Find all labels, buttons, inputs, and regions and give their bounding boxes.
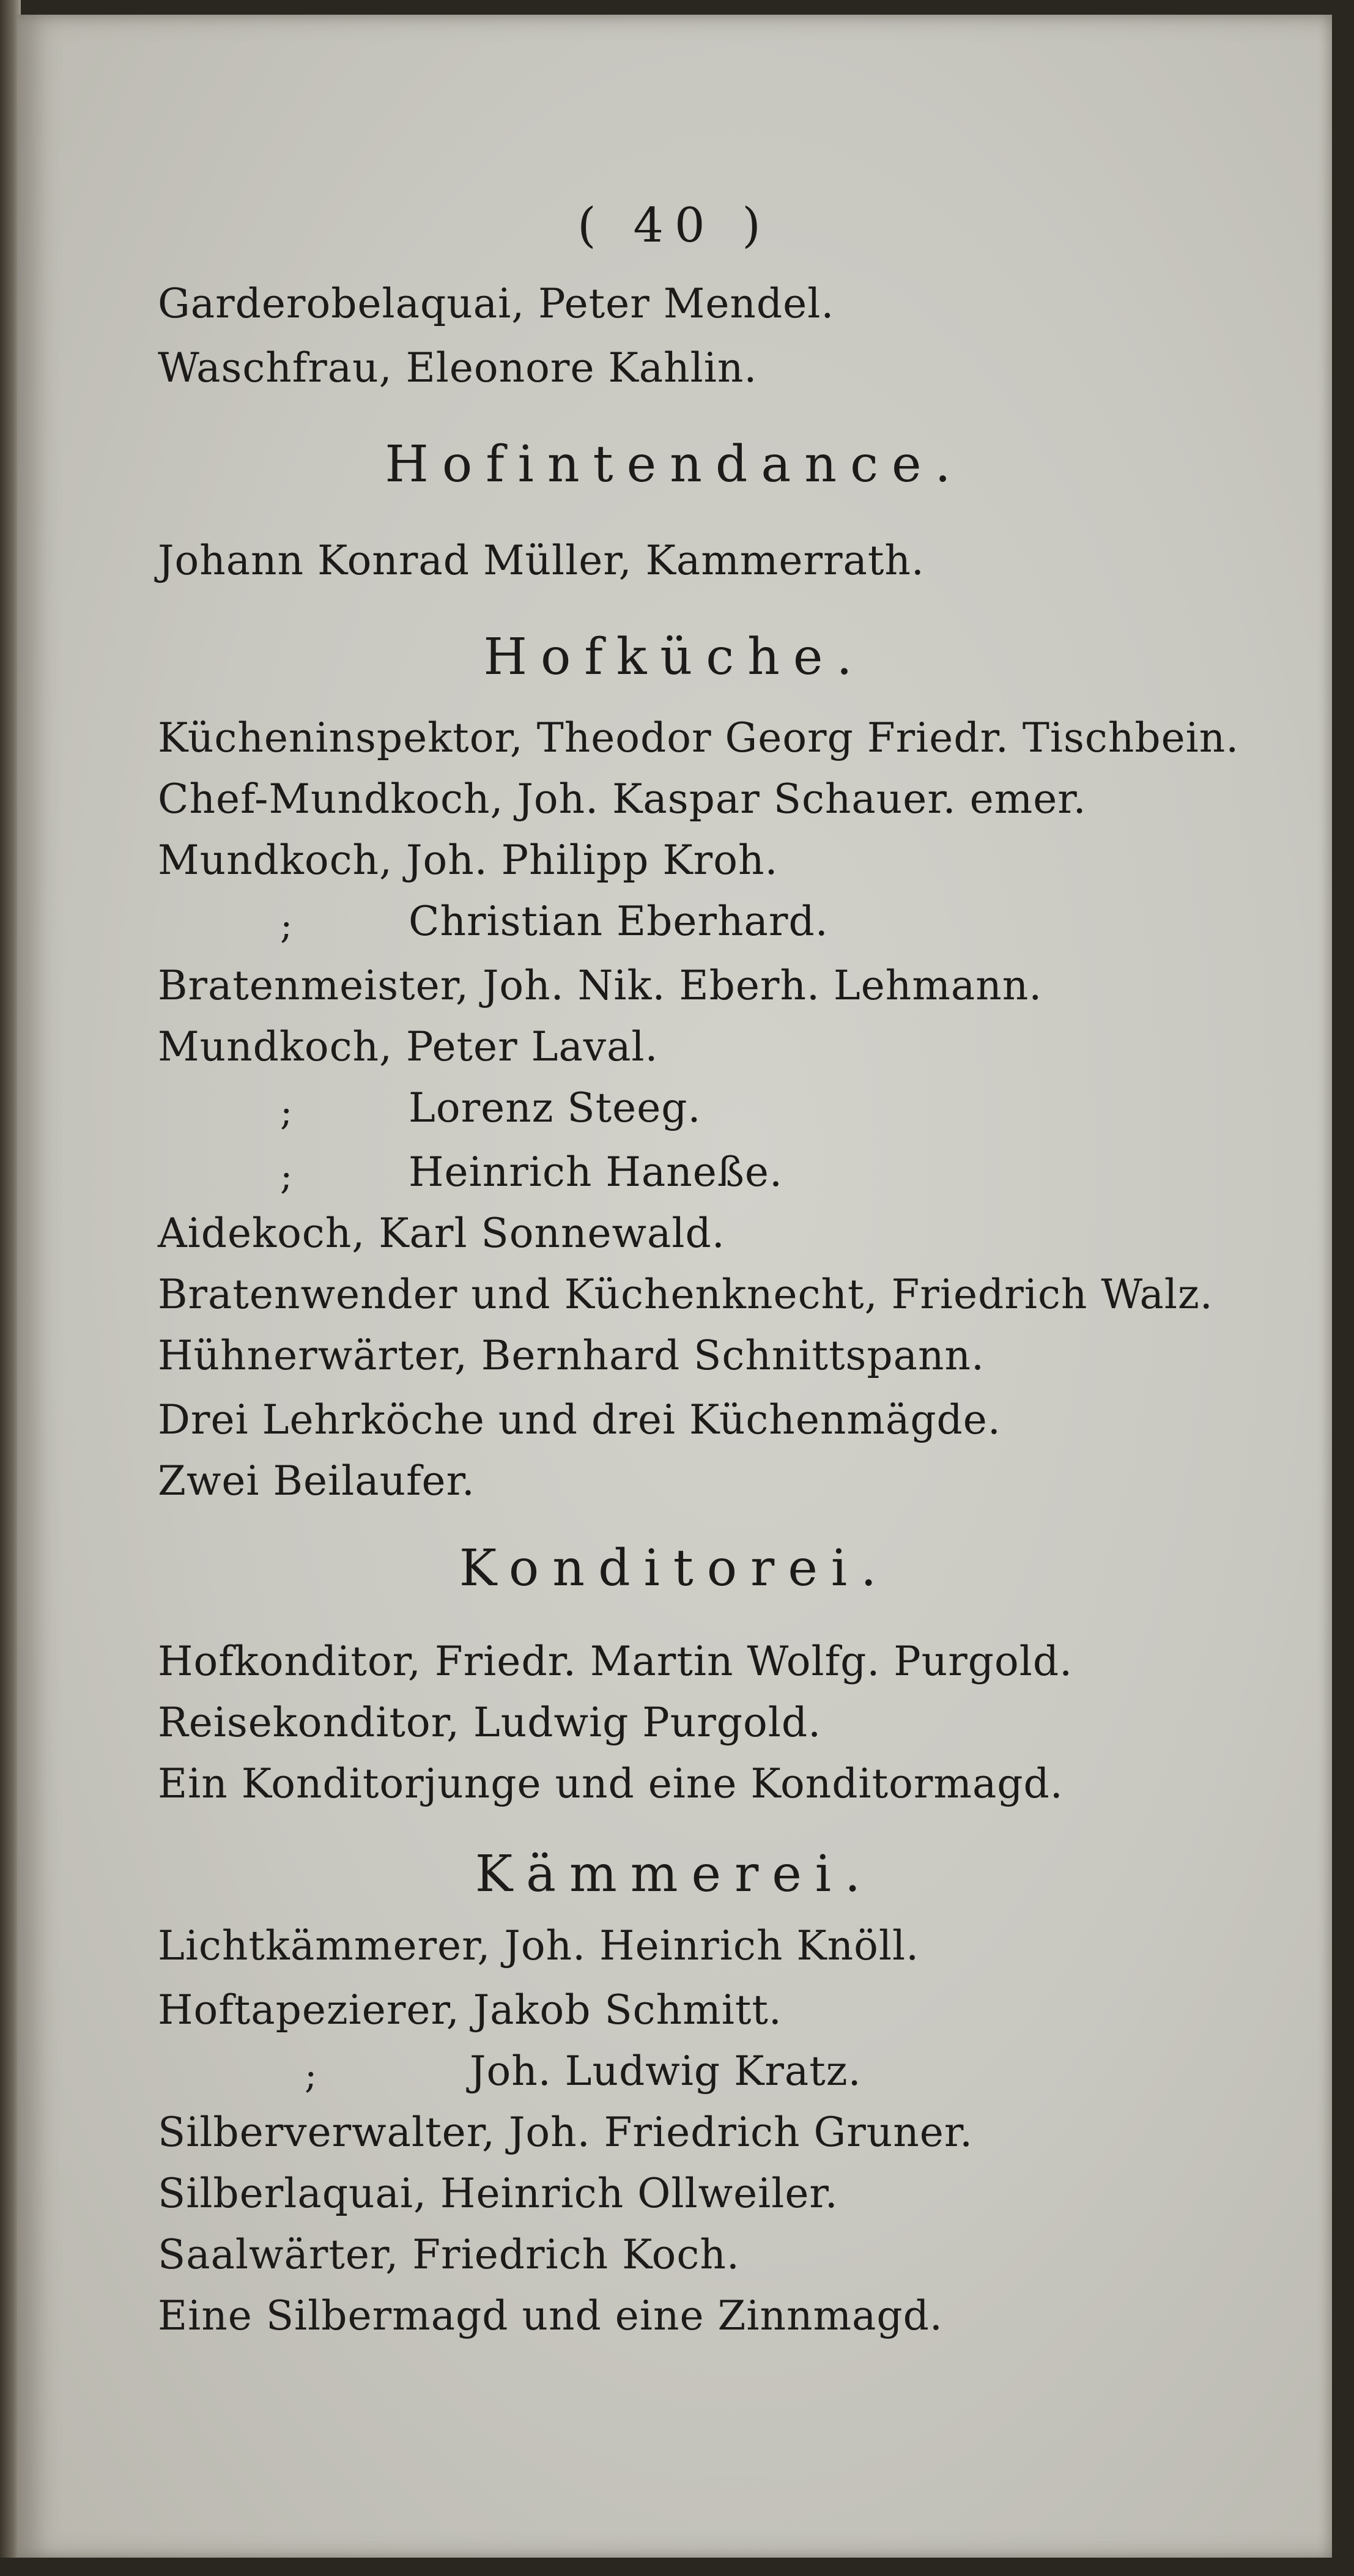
entry-line: Saalwärter, Friedrich Koch. — [158, 2231, 740, 2278]
entry-line: Christian Eberhard. — [409, 898, 829, 945]
ditto-mark: ; — [280, 1091, 293, 1134]
page-number: ( 40 ) — [577, 198, 772, 253]
section-heading: Konditorei. — [459, 1539, 890, 1597]
entry-line: Hoftapezierer, Jakob Schmitt. — [158, 1986, 782, 2034]
entry-line: Mundkoch, Joh. Philipp Kroh. — [158, 837, 779, 884]
entry-line: Waschfrau, Eleonore Kahlin. — [158, 344, 758, 391]
section-heading: Hofküche. — [483, 628, 866, 686]
section-heading: Hofintendance. — [385, 435, 964, 494]
entry-line: Ein Konditorjunge und eine Konditormagd. — [158, 1760, 1064, 1807]
entry-line: Lichtkämmerer, Joh. Heinrich Knöll. — [158, 1922, 920, 1969]
entry-line: Johann Konrad Müller, Kammerrath. — [158, 537, 925, 584]
entry-line: Heinrich Haneße. — [409, 1149, 783, 1196]
ditto-mark: ; — [280, 1155, 293, 1198]
entry-line: Reisekonditor, Ludwig Purgold. — [158, 1699, 822, 1746]
entry-line: Drei Lehrköche und drei Küchenmägde. — [158, 1396, 1001, 1443]
entry-line: Silberlaquai, Heinrich Ollweiler. — [158, 2170, 838, 2217]
entry-line: Eine Silbermagd und eine Zinnmagd. — [158, 2292, 943, 2339]
entry-line: Joh. Ludwig Kratz. — [470, 2048, 862, 2095]
entry-line: Chef-Mundkoch, Joh. Kaspar Schauer. emer. — [158, 775, 1087, 823]
entry-line: Garderobelaquai, Peter Mendel. — [158, 280, 835, 327]
section-heading: Kämmerei. — [475, 1845, 875, 1903]
page-bottom-edge — [0, 2558, 1354, 2576]
entry-line: Silberverwalter, Joh. Friedrich Gruner. — [158, 2109, 974, 2156]
entry-line: Hühnerwärter, Bernhard Schnittspann. — [158, 1332, 985, 1379]
book-page — [17, 15, 1332, 2559]
ditto-mark: ; — [280, 905, 293, 947]
entry-line: Bratenwender und Küchenknecht, Friedrich Walz. — [158, 1271, 1213, 1318]
ditto-mark: ; — [305, 2054, 317, 2097]
entry-line: Bratenmeister, Joh. Nik. Eberh. Lehmann. — [158, 962, 1043, 1009]
entry-line: Hofkonditor, Friedr. Martin Wolfg. Purgold. — [158, 1638, 1073, 1685]
entry-line: Kücheninspektor, Theodor Georg Friedr. Tischbein. — [158, 714, 1240, 761]
entry-line: Zwei Beilaufer. — [158, 1457, 475, 1505]
entry-line: Lorenz Steeg. — [409, 1084, 701, 1131]
entry-line: Aidekoch, Karl Sonnewald. — [158, 1210, 725, 1257]
entry-line: Mundkoch, Peter Laval. — [158, 1023, 659, 1070]
